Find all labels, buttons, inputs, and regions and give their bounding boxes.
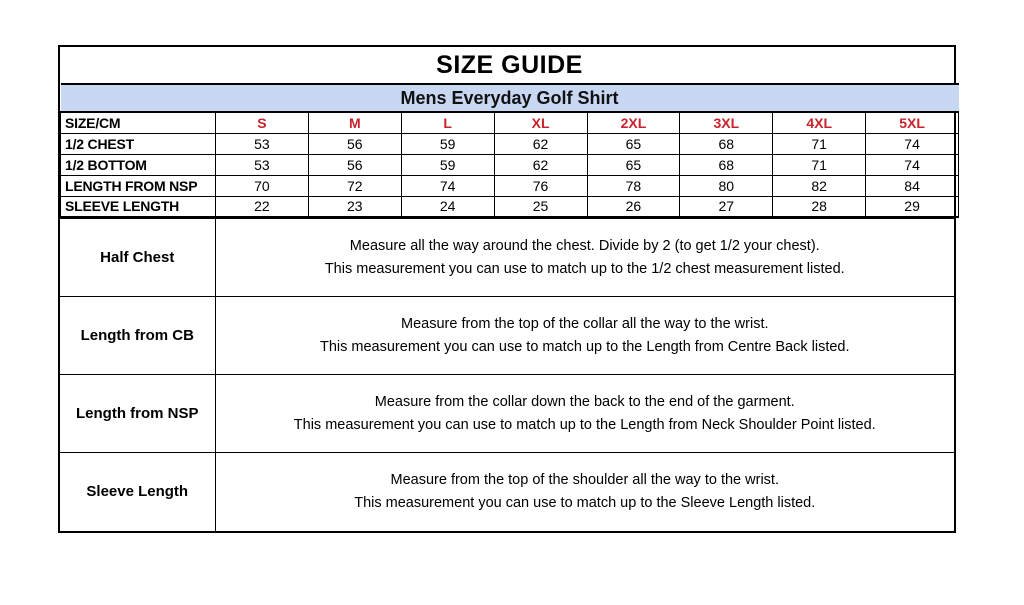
size-column-header-s: S bbox=[216, 112, 309, 133]
guide-line-2: This measurement you can use to match up to the Length from Neck Shoulder Point listed. bbox=[293, 416, 876, 433]
measurement-value: 27 bbox=[680, 196, 773, 217]
measurement-value: 71 bbox=[773, 133, 866, 154]
measurement-value: 68 bbox=[680, 133, 773, 154]
guide-description bbox=[215, 453, 954, 531]
measurement-value: 70 bbox=[216, 175, 309, 196]
guide-line-2: This measurement you can use to match up to the Sleeve Length listed. bbox=[354, 494, 816, 511]
size-guide-sheet bbox=[58, 45, 956, 533]
size-column-header-5xl: 5XL bbox=[866, 112, 959, 133]
size-column-header-2xl: 2XL bbox=[587, 112, 680, 133]
measurement-value: 59 bbox=[401, 154, 494, 175]
table-row bbox=[61, 196, 959, 217]
size-column-header-l: L bbox=[401, 112, 494, 133]
measurement-row-label: LENGTH FROM NSP bbox=[61, 175, 216, 196]
measurement-value: 59 bbox=[401, 133, 494, 154]
size-unit-label: SIZE/CM bbox=[61, 112, 216, 133]
measurement-value: 28 bbox=[773, 196, 866, 217]
measurement-value: 62 bbox=[494, 154, 587, 175]
guide-description bbox=[215, 375, 954, 453]
measurement-value: 25 bbox=[494, 196, 587, 217]
guide-line-2: This measurement you can use to match up to the Length from Centre Back listed. bbox=[319, 338, 850, 355]
measurement-value: 78 bbox=[587, 175, 680, 196]
guide-description bbox=[215, 219, 954, 297]
product-name-banner: Mens Everyday Golf Shirt bbox=[61, 84, 959, 112]
measurement-value: 65 bbox=[587, 133, 680, 154]
guide-line-1: Measure from the collar down the back to the end of the garment. bbox=[374, 394, 795, 411]
measurement-value: 56 bbox=[308, 133, 401, 154]
measurement-value: 53 bbox=[216, 133, 309, 154]
guide-line-1: Measure all the way around the chest. Divide by 2 (to get 1/2 your chest). bbox=[349, 238, 820, 255]
measurement-value: 56 bbox=[308, 154, 401, 175]
measurement-value: 80 bbox=[680, 175, 773, 196]
table-row bbox=[61, 133, 959, 154]
table-row bbox=[61, 154, 959, 175]
measurement-value: 22 bbox=[216, 196, 309, 217]
size-column-header-3xl: 3XL bbox=[680, 112, 773, 133]
measurement-value: 26 bbox=[587, 196, 680, 217]
guide-row-length-from-cb bbox=[60, 297, 954, 375]
measurement-value: 74 bbox=[866, 154, 959, 175]
size-column-header-m: M bbox=[308, 112, 401, 133]
guide-label: Sleeve Length bbox=[60, 453, 215, 531]
guide-row-half-chest bbox=[60, 219, 954, 297]
size-column-header-4xl: 4XL bbox=[773, 112, 866, 133]
measurement-guide-table bbox=[60, 218, 954, 531]
measurement-value: 76 bbox=[494, 175, 587, 196]
measurement-row-label: 1/2 CHEST bbox=[61, 133, 216, 154]
size-header-row bbox=[61, 112, 959, 133]
measurement-value: 71 bbox=[773, 154, 866, 175]
measurement-value: 53 bbox=[216, 154, 309, 175]
size-guide-table bbox=[60, 47, 959, 218]
page-title: SIZE GUIDE bbox=[61, 47, 959, 84]
guide-description bbox=[215, 297, 954, 375]
product-banner-row bbox=[61, 84, 959, 112]
measurement-value: 62 bbox=[494, 133, 587, 154]
measurement-value: 68 bbox=[680, 154, 773, 175]
measurement-value: 72 bbox=[308, 175, 401, 196]
measurement-value: 74 bbox=[866, 133, 959, 154]
guide-line-2: This measurement you can use to match up to the 1/2 chest measurement listed. bbox=[324, 260, 845, 277]
measurement-value: 23 bbox=[308, 196, 401, 217]
size-column-header-xl: XL bbox=[494, 112, 587, 133]
guide-line-1: Measure from the top of the collar all the way to the wrist. bbox=[401, 316, 769, 333]
measurement-value: 29 bbox=[866, 196, 959, 217]
guide-label: Length from CB bbox=[60, 297, 215, 375]
measurement-value: 65 bbox=[587, 154, 680, 175]
measurement-value: 74 bbox=[401, 175, 494, 196]
measurement-row-label: 1/2 BOTTOM bbox=[61, 154, 216, 175]
title-row bbox=[61, 47, 959, 84]
guide-label: Length from NSP bbox=[60, 375, 215, 453]
guide-row-length-from-nsp bbox=[60, 375, 954, 453]
table-row bbox=[61, 175, 959, 196]
guide-label: Half Chest bbox=[60, 219, 215, 297]
measurement-row-label: SLEEVE LENGTH bbox=[61, 196, 216, 217]
guide-row-sleeve-length bbox=[60, 453, 954, 531]
measurement-value: 84 bbox=[866, 175, 959, 196]
guide-line-1: Measure from the top of the shoulder all the way to the wrist. bbox=[390, 472, 779, 489]
measurement-value: 24 bbox=[401, 196, 494, 217]
measurement-value: 82 bbox=[773, 175, 866, 196]
